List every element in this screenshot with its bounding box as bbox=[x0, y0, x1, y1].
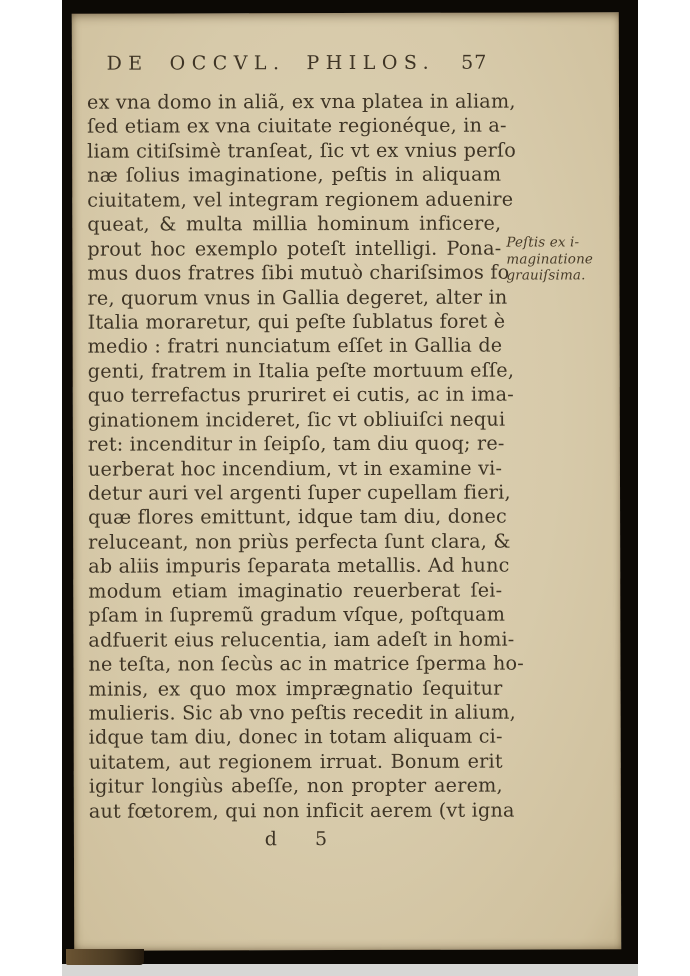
text-line: liam citiſsimè tranſeat, ſic vt ex vnius perſo bbox=[87, 138, 517, 163]
book-page bbox=[72, 12, 621, 950]
signature-letter: d bbox=[264, 828, 277, 851]
text-line: quæ flores emittunt, idque tam diu, donec bbox=[88, 505, 507, 530]
scanner-bed-strip bbox=[62, 964, 638, 976]
text-line: medio : fratri nunciatum eſſet in Gallia de bbox=[87, 333, 503, 359]
page-number: 57 bbox=[461, 51, 488, 74]
text-line: re, quorum vnus in Gallia degeret, alter in bbox=[87, 285, 508, 310]
text-line: quo terrefactus pruriret ei cutis, ac in ima- bbox=[87, 382, 514, 407]
text-line: ab aliis impuris ſeparata metallis. Ad hunc bbox=[88, 553, 510, 578]
text-line: ret: incenditur in ſeipſo, tam diu quoq; re- bbox=[87, 431, 505, 456]
margin-note-line: Peſtis ex i- bbox=[506, 234, 580, 251]
text-line: queat, & multa millia hominum inficere, bbox=[87, 211, 502, 236]
text-line: uerberat hoc incendium, vt in examine vi- bbox=[87, 456, 503, 481]
margin-note-line: maginatione bbox=[506, 250, 594, 268]
text-line: mus duos fratres ſibi mutuò chariſsimos fo bbox=[87, 260, 510, 285]
text-line: aut fœtorem, qui non inficit aerem (vt igna bbox=[88, 798, 515, 823]
text-line: Italia moraretur, qui peſte ſublatus foret è bbox=[87, 309, 506, 334]
signature-mark bbox=[89, 828, 503, 851]
text-line: reluceant, non priùs perfecta ſunt clara, & bbox=[88, 529, 511, 554]
margin-note-line: grauiſsima. bbox=[506, 267, 586, 284]
text-line: mulieris. Sic ab vno peſtis recedit in alium, bbox=[88, 700, 516, 725]
text-line: uitatem, aut regionem irruat. Bonum erit bbox=[88, 749, 503, 774]
text-line: detur auri vel argenti ſuper cupellam fieri, bbox=[87, 480, 511, 505]
text-line: modum etiam imaginatio reuerberat ſei- bbox=[88, 578, 503, 603]
text-line: genti, fratrem in Italia peſte mortuum eſſe, bbox=[87, 358, 515, 383]
text-line: ex vna domo in aliã, ex vna platea in aliam, bbox=[86, 89, 516, 114]
text-line: minis, ex quo mox imprægnatio ſequitur bbox=[88, 676, 503, 701]
text-line: adfuerit eius relucentia, iam adeſt in homi- bbox=[88, 627, 515, 652]
text-line: ginationem incideret, ſic vt obliuiſci nequi bbox=[87, 407, 506, 432]
text-line: idque tam diu, donec in totam aliquam ci- bbox=[88, 724, 503, 750]
binding-corner-stain bbox=[66, 949, 144, 965]
text-line: næ ſolius imaginatione, peſtis in aliquam bbox=[87, 162, 502, 187]
margin-note bbox=[506, 234, 606, 284]
text-line: ne teſta, non ſecùs ac in matrice ſperma ho- bbox=[88, 651, 524, 676]
text-line: ſed etiam ex vna ciuitate regionéque, in a- bbox=[87, 114, 507, 139]
signature-number: 5 bbox=[314, 828, 328, 851]
text-line: igitur longiùs abeſſe, non propter aerem, bbox=[88, 773, 503, 798]
body-text bbox=[86, 89, 524, 824]
running-header bbox=[87, 52, 507, 75]
text-line: pſam in ſupremũ gradum vſque, poſtquam bbox=[88, 602, 506, 627]
text-line: prout hoc exemplo poteſt intelligi. Pona- bbox=[87, 236, 502, 261]
text-line: ciuitatem, vel integram regionem aduenire bbox=[87, 187, 514, 212]
running-header-title: DE OCCVL. PHILOS. bbox=[106, 51, 436, 75]
